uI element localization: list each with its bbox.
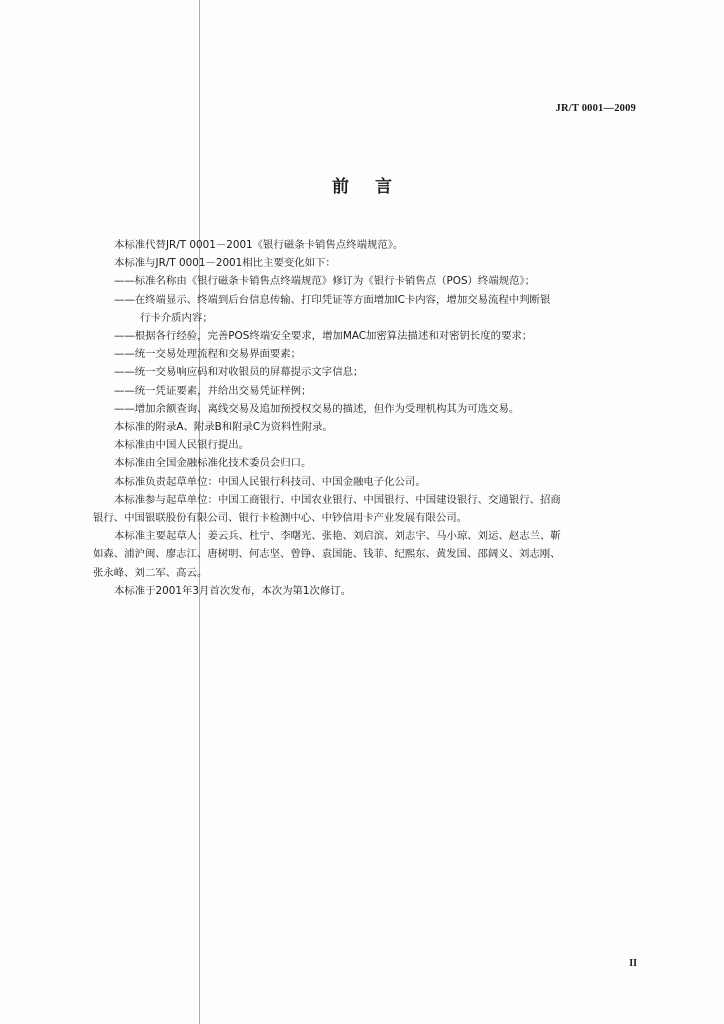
list-item: ——根据各行经验，完善POS终端安全要求，增加MAC加密算法描述和对密钥长度的要求； xyxy=(114,330,533,343)
paragraph-main-drafters-cont: 张永峰、刘二军、高云。 xyxy=(93,566,208,579)
list-item: ——统一凭证要素，并给出交易凭证样例； xyxy=(114,384,312,397)
paragraph-replaces: 本标准代替JR/T 0001－2001《银行磁条卡销售点终端规范》。 xyxy=(114,239,404,251)
paragraph-participating-drafters-cont: 银行、中国银联股份有限公司、银行卡检测中心、中钞信用卡产业发展有限公司。 xyxy=(93,512,468,525)
list-item: ——增加余额查询、离线交易及追加预授权交易的描述，但作为受理机构其为可选交易。 xyxy=(114,402,520,415)
list-item: ——统一交易处理流程和交易界面要素； xyxy=(114,348,302,361)
paragraph-administrator: 本标准由全国金融标准化技术委员会归口。 xyxy=(114,457,312,470)
standard-number: JR/T 0001—2009 xyxy=(555,103,636,114)
paragraph-proposer: 本标准由中国人民银行提出。 xyxy=(114,439,250,452)
list-item-continuation: 行卡介质内容； xyxy=(140,311,213,324)
foreword-body xyxy=(93,236,638,600)
paragraph-appendices: 本标准的附录A、附录B和附录C为资料性附录。 xyxy=(114,421,333,434)
paragraph-lead-drafters: 本标准负责起草单位：中国人民银行科技司、中国金融电子化公司。 xyxy=(114,475,426,488)
page-number: II xyxy=(629,958,637,969)
list-item: ——统一交易响应码和对收银员的屏幕提示文字信息； xyxy=(114,366,364,379)
paragraph-changes-intro: 本标准与JR/T 0001－2001相比主要变化如下： xyxy=(114,257,336,270)
paragraph-release-history: 本标准于2001年3月首次发布，本次为第1次修订。 xyxy=(114,584,352,597)
paragraph-participating-drafters: 本标准参与起草单位：中国工商银行、中国农业银行、中国银行、中国建设银行、交通银行、招商 xyxy=(114,493,561,506)
paragraph-main-drafters: 本标准主要起草人：姜云兵、杜宁、李曙光、张艳、刘启滨、刘志宇、马小琼、刘运、赵志兰、靳 xyxy=(114,530,561,543)
paragraph-main-drafters-cont: 如森、浦沪闽、廖志江、唐树明、何志坚、曾铮、袁国能、钱菲、纪熙东、黄发国、邵阔义、刘志刚、 xyxy=(93,548,561,561)
list-item: ——在终端显示、终端到后台信息传输、打印凭证等方面增加IC卡内容，增加交易流程中判断银 xyxy=(114,293,551,306)
list-item: ——标准名称由《银行磁条卡销售点终端规范》修订为《银行卡销售点（POS）终端规范》； xyxy=(114,275,536,288)
page-title: 前言 xyxy=(332,177,418,197)
